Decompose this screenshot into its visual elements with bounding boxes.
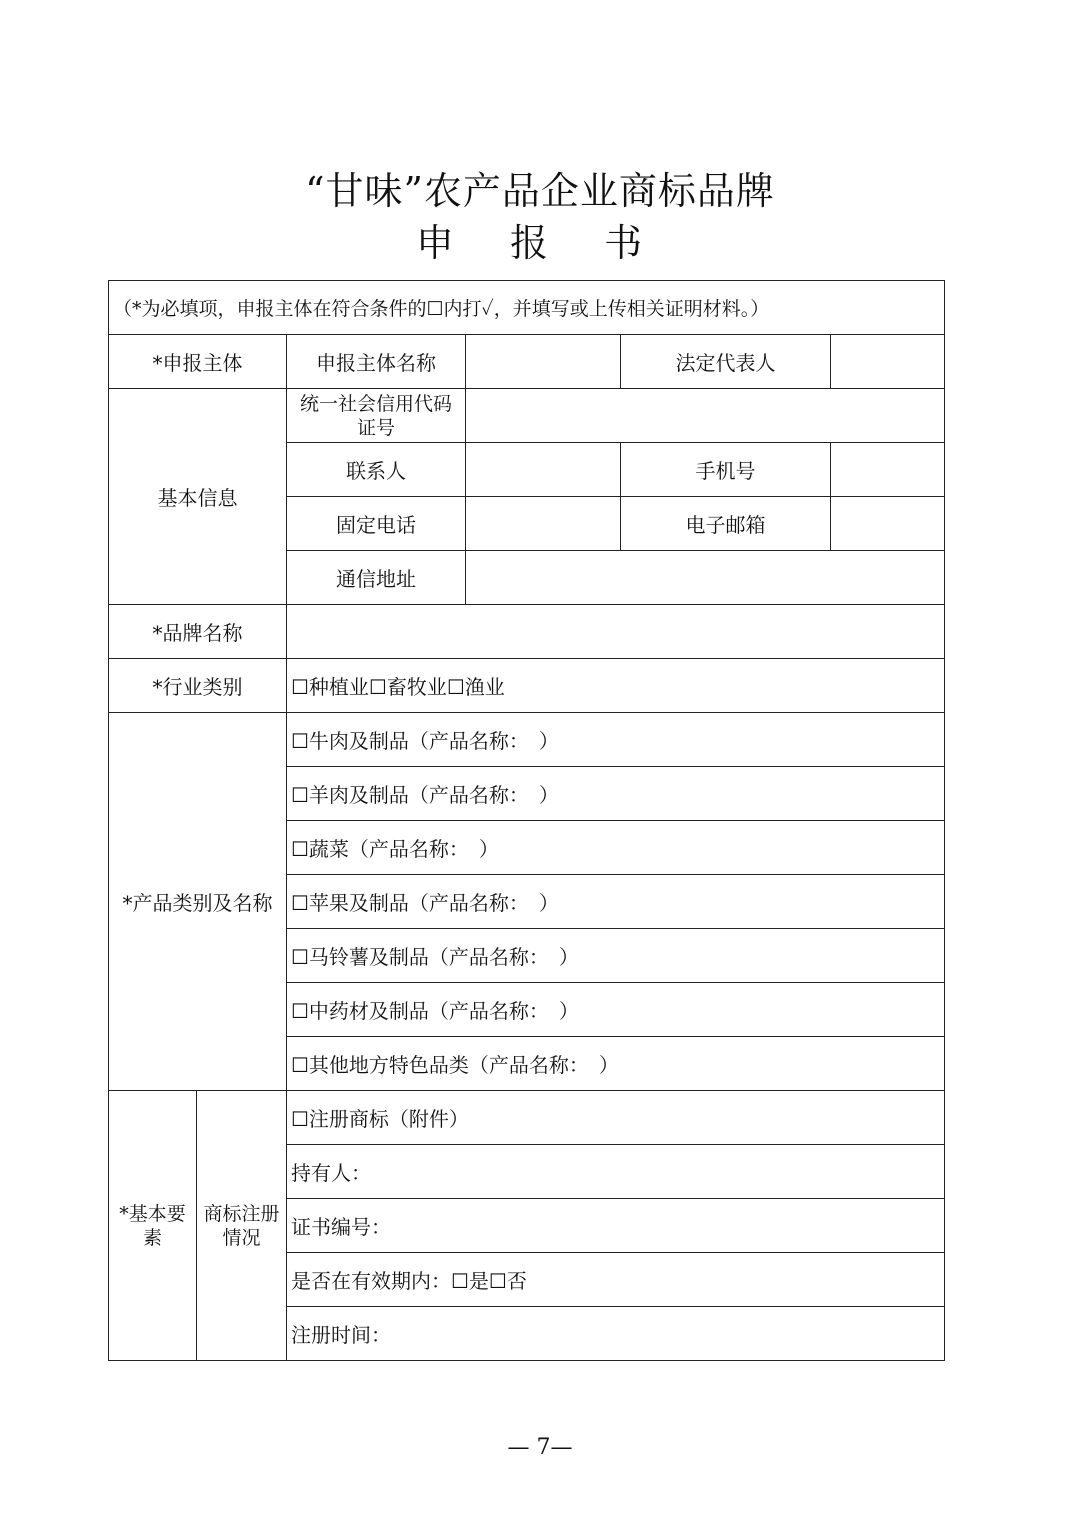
product-category-label: *产品类别及名称 bbox=[109, 713, 287, 1091]
product-option[interactable]: ☐蔬菜（产品名称： ） bbox=[287, 821, 945, 875]
product-option[interactable]: ☐苹果及制品（产品名称： ） bbox=[287, 875, 945, 929]
credit-code-label: 统一社会信用代码证号 bbox=[287, 389, 466, 443]
credit-code-field[interactable] bbox=[466, 389, 945, 443]
email-field[interactable] bbox=[831, 497, 945, 551]
validity-checkbox[interactable]: 是否在有效期内：☐是☐否 bbox=[287, 1253, 945, 1307]
trademark-registered-checkbox[interactable]: ☐注册商标（附件） bbox=[287, 1091, 945, 1145]
legal-rep-label: 法定代表人 bbox=[621, 335, 831, 389]
certificate-number-field[interactable]: 证书编号： bbox=[287, 1199, 945, 1253]
registration-date-field[interactable]: 注册时间： bbox=[287, 1307, 945, 1361]
basic-elements-label: *基本要素 bbox=[109, 1091, 197, 1361]
contact-field[interactable] bbox=[466, 443, 621, 497]
contact-label: 联系人 bbox=[287, 443, 466, 497]
brand-name-field[interactable] bbox=[287, 605, 945, 659]
brand-name-label: *品牌名称 bbox=[109, 605, 287, 659]
product-option[interactable]: ☐羊肉及制品（产品名称： ） bbox=[287, 767, 945, 821]
applicant-name-label: 申报主体名称 bbox=[287, 335, 466, 389]
product-option[interactable]: ☐马铃薯及制品（产品名称： ） bbox=[287, 929, 945, 983]
product-option[interactable]: ☐牛肉及制品（产品名称： ） bbox=[287, 713, 945, 767]
form-note: （*为必填项，申报主体在符合条件的☐内打✓，并填写或上传相关证明材料。） bbox=[109, 281, 945, 335]
applicant-label: *申报主体 bbox=[109, 335, 287, 389]
applicant-name-field[interactable] bbox=[466, 335, 621, 389]
phone-field[interactable] bbox=[466, 497, 621, 551]
product-option[interactable]: ☐中药材及制品（产品名称： ） bbox=[287, 983, 945, 1037]
form-title: “甘味”农产品企业商标品牌 bbox=[305, 169, 775, 213]
trademark-registration-label: 商标注册情况 bbox=[197, 1091, 287, 1361]
form-subtitle: 申 报 书 bbox=[415, 221, 665, 265]
product-option[interactable]: ☐其他地方特色品类（产品名称： ） bbox=[287, 1037, 945, 1091]
industry-options[interactable]: ☐种植业☐畜牧业☐渔业 bbox=[287, 659, 945, 713]
mobile-label: 手机号 bbox=[621, 443, 831, 497]
legal-rep-field[interactable] bbox=[831, 335, 945, 389]
email-label: 电子邮箱 bbox=[621, 497, 831, 551]
phone-label: 固定电话 bbox=[287, 497, 466, 551]
page-number: — 7— bbox=[507, 1435, 573, 1460]
address-label: 通信地址 bbox=[287, 551, 466, 605]
application-form-table bbox=[108, 280, 945, 1361]
address-field[interactable] bbox=[466, 551, 945, 605]
mobile-field[interactable] bbox=[831, 443, 945, 497]
industry-label: *行业类别 bbox=[109, 659, 287, 713]
basic-info-label: 基本信息 bbox=[109, 389, 287, 605]
trademark-holder-field[interactable]: 持有人： bbox=[287, 1145, 945, 1199]
